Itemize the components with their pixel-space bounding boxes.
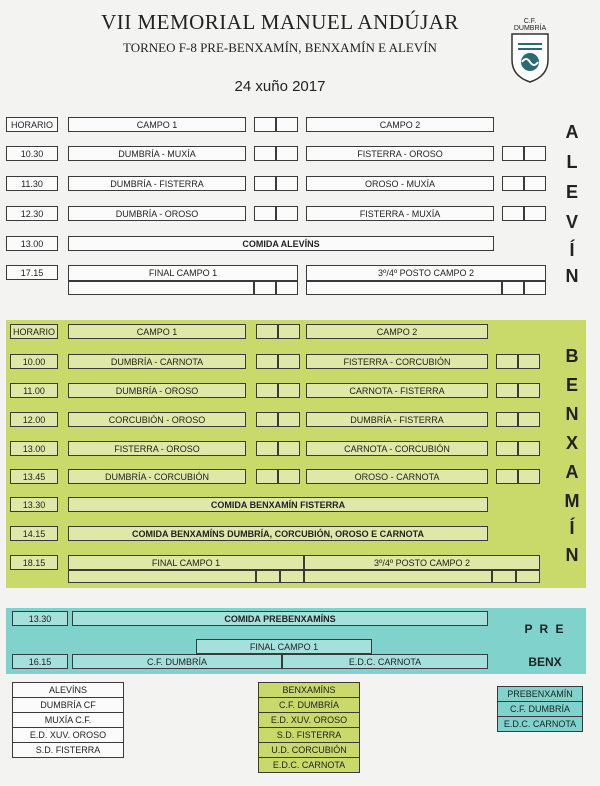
list-item: C.F. DUMBRÍA (498, 702, 582, 717)
match-cell: DUMBRÍA - OROSO (68, 206, 246, 221)
final-campo1-cell: FINAL CAMPO 1 (68, 265, 298, 281)
side-letter: N (565, 266, 579, 286)
time-cell: 18.15 (10, 555, 58, 570)
match-cell: CARNOTA - FISTERRA (306, 383, 488, 398)
list-title: ALEVÍNS (13, 683, 123, 698)
final-blank-cell (68, 281, 254, 295)
time-cell: 14.15 (10, 526, 58, 541)
list-item: DUMBRÍA CF (13, 698, 123, 713)
list-item: E.D.C. CARNOTA (503, 719, 577, 729)
match-cell: OROSO - MUXÍA (306, 176, 494, 191)
final-campo2-cell: 3º/4º POSTO CAMPO 2 (306, 265, 546, 281)
match-cell: DUMBRÍA - OROSO (68, 383, 246, 398)
time-cell: 11.00 (10, 383, 58, 398)
list-item: S.D. FISTERRA (259, 728, 359, 743)
page-title: VII MEMORIAL MANUEL ANDÚJAR (101, 10, 459, 34)
score-cell (256, 412, 278, 427)
time-cell: 17.15 (6, 265, 58, 280)
score-cell (524, 281, 546, 295)
final-campo2-cell: 3º/4º POSTO CAMPO 2 (304, 555, 540, 570)
score-cell (256, 570, 280, 583)
final-blank-cell (68, 570, 256, 583)
final-blank-cell (306, 281, 502, 295)
side-letter: L (566, 152, 578, 172)
logo-text-top: C.F. (523, 18, 537, 25)
score-cell (256, 383, 278, 398)
logo-text-bottom: DUMBRÍA (513, 25, 547, 32)
score-cell (496, 412, 518, 427)
time-cell: 13.45 (10, 469, 58, 484)
match-cell: DUMBRÍA - CARNOTA (68, 354, 246, 369)
score-cell (518, 469, 540, 484)
horario-header: HORARIO (6, 117, 58, 132)
final-blank-cell (304, 570, 492, 583)
score-cell (518, 354, 540, 369)
match-cell: FISTERRA - CORCUBIÓN (306, 354, 488, 369)
list-title: BENXAMÍNS (259, 683, 359, 698)
list-item: C.F. DUMBRÍA (259, 698, 359, 713)
score-cell (280, 570, 304, 583)
list-item: S.D. FISTERRA (35, 745, 101, 755)
time-cell: 13.00 (6, 236, 58, 251)
score-cell (254, 281, 276, 295)
side-letter: E (565, 375, 578, 395)
time-cell: 16.15 (12, 654, 68, 669)
time-cell: 11.30 (6, 176, 58, 191)
club-logo (508, 18, 552, 88)
side-letter: E (565, 182, 578, 202)
campo2-header: CAMPO 2 (306, 117, 494, 132)
match-cell: DUMBRÍA - FISTERRA (68, 176, 246, 191)
score-cell (524, 206, 546, 221)
score-cell (496, 469, 518, 484)
list-item: U.D. CORCUBIÓN (259, 743, 359, 758)
score-cell (502, 146, 524, 161)
match-cell: CARNOTA - CORCUBIÓN (306, 441, 488, 456)
time-cell: 10.30 (6, 146, 58, 161)
lunch-cell: COMIDA BENXAMÍN FISTERRA (68, 497, 488, 512)
score-cell (496, 441, 518, 456)
prebenxamins-team-list (497, 686, 583, 732)
benxamins-team-list (258, 682, 360, 773)
score-cell (276, 146, 298, 161)
list-title: PREBENXAMÍN (498, 687, 582, 702)
match-cell: DUMBRÍA - MUXÍA (68, 146, 246, 161)
side-letter: Í (569, 518, 575, 538)
score-cell (256, 354, 278, 369)
score-cell (278, 441, 300, 456)
time-cell: 13.00 (10, 441, 58, 456)
campo1-header: CAMPO 1 (68, 117, 246, 132)
score-cell (278, 383, 300, 398)
score-cell (278, 469, 300, 484)
score-cell (256, 441, 278, 456)
score-cell (276, 206, 298, 221)
score-cell (256, 469, 278, 484)
alevins-team-list (12, 682, 124, 758)
campo1-header: CAMPO 1 (68, 324, 246, 339)
side-label-pre: P R E (524, 622, 566, 636)
list-item: E.D. XUV. OROSO (259, 713, 359, 728)
side-letter: X (565, 433, 578, 453)
time-cell: 13.30 (10, 497, 58, 512)
score-cell (502, 206, 524, 221)
lunch-cell: COMIDA PREBENXAMÍNS (72, 611, 488, 626)
list-item: E.D. XUV. OROSO (13, 728, 123, 743)
score-cell (276, 176, 298, 191)
score-cell (276, 281, 298, 295)
match-cell: DUMBRÍA - FISTERRA (306, 412, 488, 427)
campo2-header: CAMPO 2 (306, 324, 488, 339)
page-subtitle: TORNEO F-8 PRE-BENXAMÍN, BENXAMÍN E ALEVÍN (123, 40, 437, 55)
score-cell (516, 570, 540, 583)
time-cell: 12.00 (10, 412, 58, 427)
time-cell: 12.30 (6, 206, 58, 221)
score-cell (278, 324, 300, 339)
list-item: E.D.C. CARNOTA (272, 760, 346, 770)
team-cell: C.F. DUMBRÍA (72, 654, 282, 669)
match-cell: CORCUBIÓN - OROSO (68, 412, 246, 427)
score-cell (518, 383, 540, 398)
side-letter: N (565, 404, 579, 424)
match-cell: FISTERRA - MUXÍA (306, 206, 494, 221)
score-cell (492, 570, 516, 583)
lunch-cell: COMIDA BENXAMÍNS DUMBRÍA, CORCUBIÓN, OROSO E CARNOTA (68, 526, 488, 541)
score-cell (496, 354, 518, 369)
side-letter: B (565, 346, 579, 366)
score-cell (256, 324, 278, 339)
match-cell: OROSO - CARNOTA (306, 469, 488, 484)
score-cell (254, 117, 276, 132)
score-cell (496, 383, 518, 398)
match-cell: DUMBRÍA - CORCUBIÓN (68, 469, 246, 484)
score-cell (276, 117, 298, 132)
time-cell: 10.00 (10, 354, 58, 369)
lunch-cell: COMIDA ALEVÍNS (68, 236, 494, 251)
event-date: 24 xuño 2017 (234, 78, 326, 95)
score-cell (278, 412, 300, 427)
score-cell (278, 354, 300, 369)
side-letter: Í (569, 240, 575, 260)
score-cell (524, 146, 546, 161)
match-cell: FISTERRA - OROSO (306, 146, 494, 161)
list-item: MUXÍA C.F. (13, 713, 123, 728)
final-label-cell: FINAL CAMPO 1 (196, 639, 372, 654)
side-label-benx: BENX (528, 655, 562, 669)
score-cell (502, 281, 524, 295)
side-letter: A (565, 462, 579, 482)
score-cell (518, 441, 540, 456)
final-campo1-cell: FINAL CAMPO 1 (68, 555, 304, 570)
score-cell (254, 146, 276, 161)
score-cell (254, 176, 276, 191)
score-cell (254, 206, 276, 221)
side-letter: V (565, 212, 578, 232)
match-cell: FISTERRA - OROSO (68, 441, 246, 456)
horario-header: HORARIO (10, 324, 58, 339)
score-cell (502, 176, 524, 191)
club-crest-icon (508, 32, 552, 84)
side-letter: N (565, 545, 579, 565)
time-cell: 13.30 (12, 611, 68, 626)
side-letter: M (564, 491, 580, 511)
score-cell (524, 176, 546, 191)
score-cell (518, 412, 540, 427)
side-letter: A (565, 122, 579, 142)
team-cell: E.D.C. CARNOTA (282, 654, 488, 669)
